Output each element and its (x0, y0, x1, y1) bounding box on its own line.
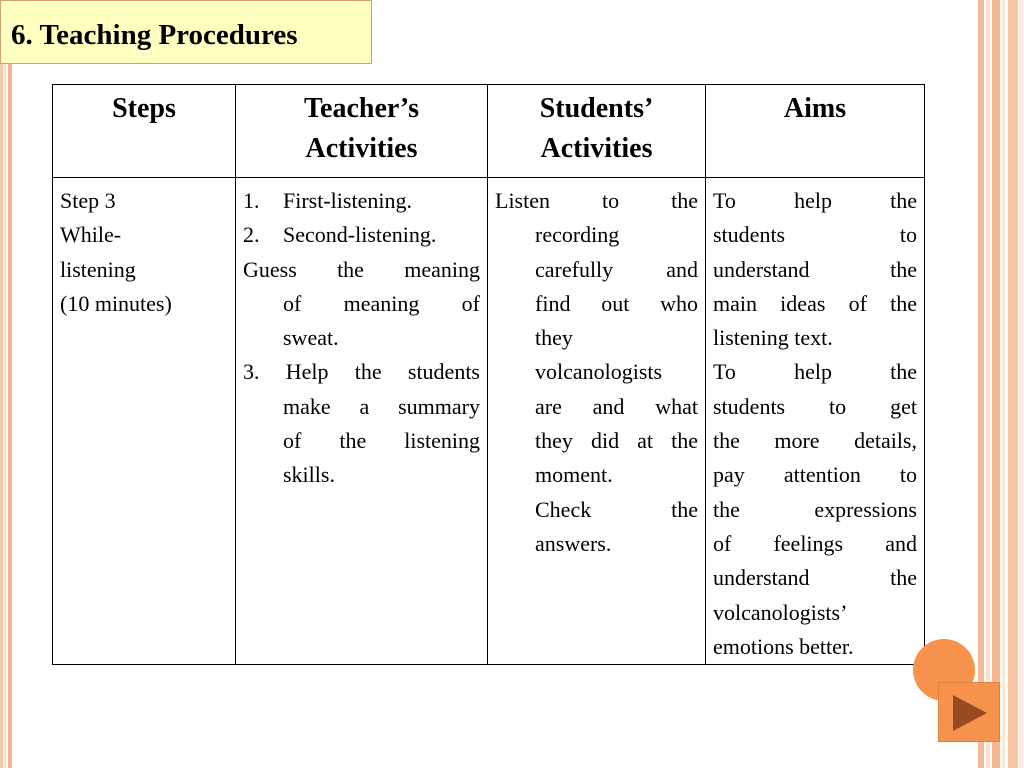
aims-line: of feelings and (713, 530, 917, 556)
aims-line: the more details, (713, 428, 917, 454)
students-line: recording (535, 222, 620, 248)
steps-line: (10 minutes) (60, 290, 172, 316)
right-stripe (1019, 0, 1024, 768)
left-stripe (4, 0, 6, 768)
right-stripe (978, 0, 984, 768)
list-item: 2. Second-listening. (243, 222, 437, 248)
aims-line: To help the (713, 359, 917, 385)
aims-line: listening text. (713, 325, 833, 351)
right-stripe (986, 0, 990, 768)
teacher-line: of meaning of (283, 290, 480, 316)
cell-teachers-activities (236, 178, 488, 665)
cell-aims (706, 178, 925, 665)
header-steps: Steps (53, 85, 236, 178)
cell-students-activities (488, 178, 706, 665)
slide-title-box (0, 0, 372, 64)
aims-line: understand the (713, 565, 917, 591)
students-line: Check the (535, 496, 698, 522)
aims-line: pay attention to (713, 462, 917, 488)
steps-line: Step 3 (60, 188, 116, 213)
right-stripe (1008, 0, 1018, 768)
students-line: Listen to the (495, 188, 698, 213)
students-line: volcanologists (535, 359, 663, 385)
students-line: they (535, 325, 573, 351)
list-item: 1. First-listening. (243, 188, 412, 213)
aims-line: emotions better. (713, 633, 854, 659)
header-aims: Aims (706, 85, 925, 178)
aims-line: To help the (713, 188, 917, 213)
header-teachers-activities: Teacher’s Activities (236, 85, 488, 178)
left-stripe (8, 0, 12, 768)
table-header-row (53, 85, 925, 178)
slide-title: 6. Teaching Procedures (11, 19, 298, 51)
procedures-table (52, 84, 925, 665)
left-stripe (0, 0, 3, 768)
teacher-line: 3. Help the students (243, 359, 480, 385)
teacher-line: of the listening (283, 428, 480, 454)
students-line: moment. (535, 462, 613, 488)
students-line: are and what (535, 393, 698, 419)
teacher-line: skills. (283, 462, 335, 488)
students-line: answers. (535, 530, 612, 556)
steps-line: While- (60, 222, 122, 248)
steps-line: listening (60, 256, 136, 282)
aims-line: students to (713, 222, 917, 248)
teacher-line: make a summary (283, 393, 480, 419)
play-triangle-icon (951, 694, 989, 732)
teacher-line: Guess the meaning (243, 256, 480, 282)
right-stripe (1002, 0, 1005, 768)
students-line: they did at the (535, 428, 698, 454)
cell-steps (53, 178, 236, 665)
header-students-activities: Students’ Activities (488, 85, 706, 178)
students-line: carefully and (535, 256, 698, 282)
teacher-line: sweat. (283, 325, 339, 351)
aims-line: volcanologists’ (713, 599, 848, 625)
table-row (53, 178, 925, 665)
aims-line: students to get (713, 393, 917, 419)
next-slide-button[interactable] (938, 682, 1000, 742)
aims-line: the expressions (713, 496, 917, 522)
aims-line: main ideas of the (713, 290, 917, 316)
aims-line: understand the (713, 256, 917, 282)
right-stripe (992, 0, 1000, 768)
students-line: find out who (535, 290, 698, 316)
